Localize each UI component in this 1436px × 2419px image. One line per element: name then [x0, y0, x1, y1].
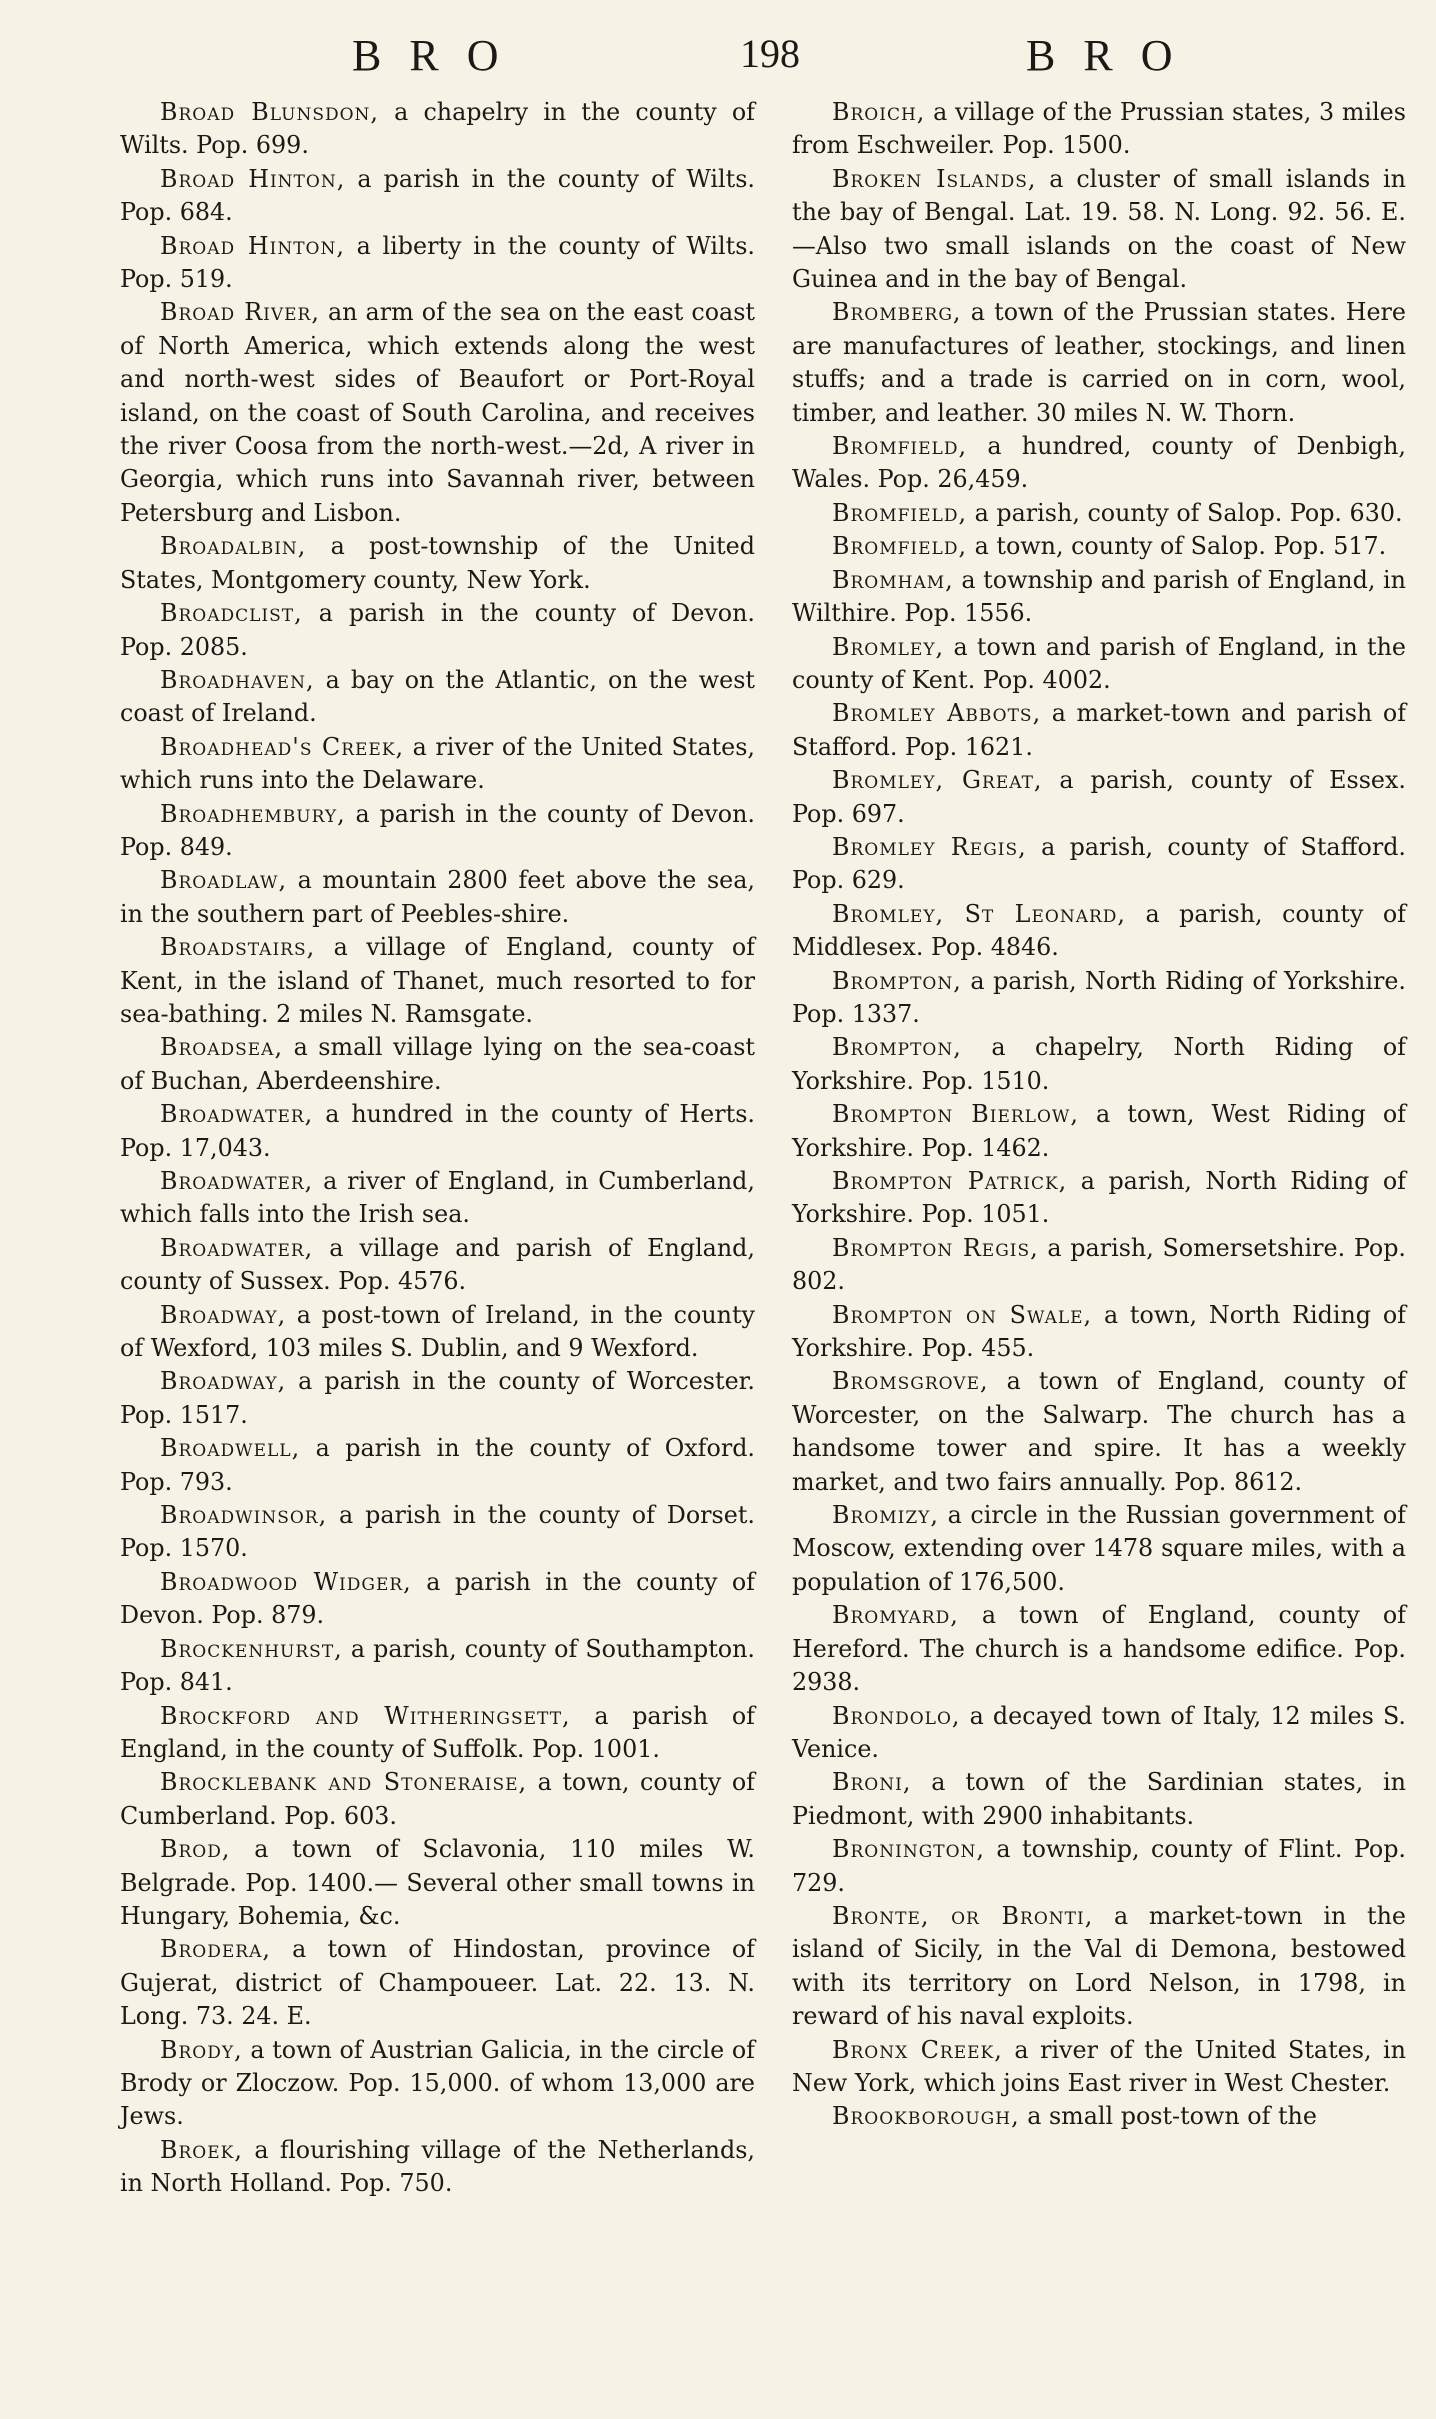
gazetteer-entry: [120, 1766, 755, 1833]
gazetteer-entry: [120, 1299, 755, 1366]
entry-headword: Broni,: [832, 1768, 912, 1797]
entry-headword: Broadhaven,: [160, 665, 315, 694]
gazetteer-entry: [792, 430, 1406, 497]
entry-headword: Broadway,: [160, 1367, 287, 1396]
entry-headword: Bromley Abbots,: [832, 699, 1042, 728]
entry-text: a parish in the county of Worcester. Pop. 1517.: [120, 1367, 755, 1429]
gazetteer-entry: [792, 1700, 1406, 1767]
entry-text: a market-town and parish of Stafford. Pop. 1621.: [792, 699, 1406, 761]
entry-text: a town, North Riding of Yorkshire. Pop. 455.: [792, 1300, 1406, 1363]
entry-text: a town of England, county of Worcester, on the Salwarp. The church has a handsome tower and spire. It has a weekly market, and two fairs annually. Pop. 8612.: [792, 1367, 1406, 1496]
entry-headword: Broadwater,: [160, 1100, 314, 1129]
entry-headword: Brompton Patrick,: [832, 1167, 1068, 1195]
entry-text: a parish of England, in the county of Suffolk. Pop. 1001.: [120, 1701, 755, 1763]
entry-text: a river of the United States, which runs into the Delaware.: [120, 732, 755, 795]
entry-headword: Bromfield,: [832, 432, 968, 461]
gazetteer-entry: [120, 731, 755, 798]
gazetteer-entry: [120, 2034, 755, 2134]
entry-headword: Broadwinsor,: [160, 1501, 328, 1530]
entry-text: a town, West Riding of Yorkshire. Pop. 1462.: [792, 1100, 1406, 1162]
header-left-word: BRO: [352, 31, 527, 80]
entry-text: a village of England, county of Kent, in the island of Thanet, much resorted to for sea-bathing. 2 miles N. Ramsgate.: [120, 933, 755, 1028]
gazetteer-entry: [120, 96, 755, 163]
gazetteer-entry: [120, 163, 755, 230]
gazetteer-entry: [120, 864, 755, 931]
entry-headword: Brompton,: [832, 966, 962, 995]
entry-text: a river of the United States, in New York, which joins East river in West Chester.: [792, 2035, 1406, 2097]
gazetteer-entry: [120, 931, 755, 1031]
entry-headword: Bromfield,: [832, 532, 968, 561]
entry-text: a town of the Prussian states. Here are manufactures of leather, stockings, and linen stuffs; and a trade is carried on in corn, wool, timber, and leather. 30 miles N. W. Thorn.: [792, 298, 1406, 427]
entry-headword: Broadwood Widger,: [160, 1567, 412, 1596]
gazetteer-entry: [120, 1432, 755, 1499]
entry-headword: Broadwell,: [160, 1434, 301, 1463]
gazetteer-entry: [792, 2034, 1406, 2101]
entry-headword: Bronington,: [832, 1835, 985, 1864]
entry-headword: Bromberg,: [832, 298, 962, 327]
gazetteer-entry: [120, 1833, 755, 1933]
gazetteer-entry: [792, 764, 1406, 831]
gazetteer-entry: [792, 831, 1406, 898]
entry-text: a parish in the county of Devon. Pop. 849.: [120, 799, 755, 861]
entry-text: a parish, North Riding of Yorkshire. Pop. 1337.: [792, 966, 1406, 1028]
entry-headword: Bronx Creek,: [832, 2035, 1003, 2064]
gazetteer-entry: [120, 1165, 755, 1232]
entry-text: a mountain 2800 feet above the sea, in the southern part of Peebles-shire.: [120, 866, 755, 928]
entry-headword: Bromyard,: [832, 1601, 959, 1630]
gazetteer-entry: [792, 2100, 1406, 2133]
entry-text: a township, county of Flint. Pop. 729.: [792, 1835, 1406, 1897]
entry-text: a parish, county of Southampton. Pop. 841.: [120, 1634, 755, 1697]
gazetteer-entry: [120, 530, 755, 597]
gazetteer-entry: [792, 1232, 1406, 1299]
entry-headword: Brompton,: [832, 1033, 962, 1062]
entry-text: a parish, Somersetshire. Pop. 802.: [792, 1233, 1406, 1296]
gazetteer-entry: [792, 530, 1406, 563]
entry-headword: Brompton Bierlow,: [832, 1100, 1079, 1129]
gazetteer-entry: [792, 697, 1406, 764]
entry-headword: Broad Hinton,: [160, 164, 346, 193]
entry-headword: Broadalbin,: [160, 532, 307, 561]
entry-text: a town, county of Cumberland. Pop. 603.: [120, 1768, 755, 1830]
entry-headword: Brockenhurst,: [160, 1634, 343, 1663]
entry-headword: Bromley Regis,: [832, 832, 1027, 861]
entry-text: a town and parish of England, in the county of Kent. Pop. 4002.: [792, 632, 1406, 694]
gazetteer-entry: [792, 631, 1406, 698]
entry-headword: Bromley, Great,: [832, 766, 1043, 795]
entry-text: a small village lying on the sea-coast of Buchan, Aberdeenshire.: [120, 1033, 755, 1095]
entry-headword: Broadlaw,: [160, 866, 288, 895]
entry-text: a parish, county of Salop. Pop. 630.: [974, 498, 1403, 527]
gazetteer-entry: [120, 1365, 755, 1432]
entry-text: a circle in the Russian government of Moscow, extending over 1478 square miles, with a population of 176,500.: [792, 1501, 1406, 1596]
entry-text: a decayed town of Italy, 12 miles S. Venice.: [792, 1701, 1406, 1763]
gazetteer-entry: [792, 1599, 1406, 1699]
entry-headword: Bromley,: [832, 632, 945, 661]
gazetteer-entry: [120, 798, 755, 865]
gazetteer-entry: [792, 163, 1406, 297]
gazetteer-entry: [792, 564, 1406, 631]
entry-text: a town of England, county of Hereford. The church is a handsome edifice. Pop. 2938.: [792, 1601, 1406, 1697]
gazetteer-entry: [792, 1098, 1406, 1165]
gazetteer-entry: [792, 1365, 1406, 1499]
entry-headword: Broadwater,: [160, 1167, 314, 1195]
entry-headword: Brodera,: [160, 1935, 271, 1964]
gazetteer-entry: [120, 1700, 755, 1767]
entry-headword: Broad Blunsdon,: [160, 98, 379, 126]
entry-text: a parish in the county of Oxford. Pop. 793.: [120, 1434, 755, 1496]
entry-text: a parish, county of Stafford. Pop. 629.: [792, 832, 1406, 895]
entry-text: a cluster of small islands in the bay of Bengal. Lat. 19. 58. N. Long. 92. 56. E.—Also two small islands on the coast of New Guinea and in the bay of Bengal.: [792, 164, 1406, 294]
page-number: 198: [740, 31, 800, 76]
entry-text: a chapelry, North Riding of Yorkshire. Pop. 1510.: [792, 1033, 1406, 1095]
entry-text: a parish, North Riding of Yorkshire. Pop. 1051.: [792, 1167, 1406, 1229]
entry-text: a town of the Sardinian states, in Piedmont, with 2900 inhabitants.: [792, 1768, 1406, 1830]
entry-headword: Broadhembury,: [160, 799, 346, 828]
gazetteer-entry: [792, 965, 1406, 1032]
entry-headword: Broad Hinton,: [160, 231, 345, 260]
entry-headword: Brompton Regis,: [832, 1233, 1039, 1262]
entry-headword: Bromfield,: [832, 498, 968, 527]
entry-headword: Broek,: [160, 2135, 243, 2164]
entry-text: a post-town of Ireland, in the county of Wexford, 103 miles S. Dublin, and 9 Wexford.: [120, 1300, 755, 1363]
entry-headword: Bromizy,: [832, 1501, 939, 1530]
entry-text: a town, county of Salop. Pop. 517.: [974, 532, 1387, 561]
entry-text: a post-township of the United States, Montgomery county, New York.: [120, 532, 755, 594]
entry-text: a town of Sclavonia, 110 miles W. Belgrade. Pop. 1400.— Several other small towns in Hungary, Bohemia, &c.: [120, 1835, 755, 1930]
left-column: [120, 96, 755, 2201]
entry-headword: Brockford and Witheringsett,: [160, 1701, 571, 1730]
entry-text: a town of Austrian Galicia, in the circle of Brody or Zloczow. Pop. 15,000. of whom 13,000 are Jews.: [120, 2035, 755, 2131]
entry-text: a hundred, county of Denbigh, Wales. Pop. 26,459.: [792, 432, 1406, 494]
gazetteer-entry: [792, 1031, 1406, 1098]
entry-text: a parish in the county of Dorset. Pop. 1570.: [120, 1501, 755, 1563]
entry-headword: Broadclist,: [160, 599, 303, 628]
gazetteer-entry: [792, 497, 1406, 530]
entry-text: a parish in the county of Wilts. Pop. 684.: [120, 164, 755, 227]
entry-headword: Brod,: [160, 1835, 231, 1864]
entry-text: a small post-town of the: [1027, 2102, 1317, 2131]
entry-text: a town of Hindostan, province of Gujerat, district of Champoueer. Lat. 22. 13. N. Long. 73. 24. E.: [120, 1935, 755, 2031]
entry-headword: Broken Islands,: [832, 164, 1037, 193]
entry-headword: Bromsgrove,: [832, 1367, 989, 1396]
entry-text: a bay on the Atlantic, on the west coast of Ireland.: [120, 665, 755, 728]
entry-headword: Broadway,: [160, 1300, 287, 1329]
entry-headword: Broadhead's Creek,: [160, 732, 405, 761]
gazetteer-entry: [120, 1566, 755, 1633]
entry-headword: Broad River,: [160, 298, 320, 327]
entry-headword: Brocklebank and Stoneraise,: [160, 1768, 528, 1797]
gazetteer-entry: [120, 597, 755, 664]
gazetteer-entry: [120, 296, 755, 530]
entry-headword: Broadwater,: [160, 1233, 314, 1262]
entry-headword: Broadsea,: [160, 1033, 284, 1062]
gazetteer-entry: [120, 1933, 755, 2033]
entry-text: a village of the Prussian states, 3 miles from Eschweiler. Pop. 1500.: [792, 98, 1406, 160]
gazetteer-entry: [792, 1766, 1406, 1833]
running-header: [0, 30, 1436, 90]
gazetteer-entry: [792, 1165, 1406, 1232]
gazetteer-entry: [120, 1098, 755, 1165]
gazetteer-entry: [120, 230, 755, 297]
gazetteer-entry: [120, 2134, 755, 2201]
gazetteer-entry: [792, 1900, 1406, 2034]
entry-text: a parish in the county of Devon. Pop. 2085.: [120, 599, 755, 661]
entry-headword: Brody,: [160, 2035, 243, 2064]
entry-headword: Bromley, St Leonard,: [832, 899, 1126, 928]
entry-headword: Bronte, or Bronti,: [832, 1901, 1094, 1930]
header-right-word: BRO: [1026, 31, 1201, 80]
entry-text: a river of England, in Cumberland, which falls into the Irish sea.: [120, 1167, 755, 1229]
gazetteer-entry: [120, 1232, 755, 1299]
entry-text: a parish in the county of Devon. Pop. 879.: [120, 1567, 755, 1630]
entry-headword: Brondolo,: [832, 1701, 961, 1730]
entry-text: a parish, county of Essex. Pop. 697.: [792, 766, 1406, 828]
entry-text: a flourishing village of the Netherlands, in North Holland. Pop. 750.: [120, 2135, 755, 2198]
gazetteer-entry: [792, 898, 1406, 965]
gazetteer-entry: [792, 296, 1406, 430]
entry-headword: Brompton on Swale,: [832, 1300, 1093, 1329]
entry-headword: Broadstairs,: [160, 933, 316, 962]
gazetteer-entry: [792, 1299, 1406, 1366]
gazetteer-entry: [120, 1031, 755, 1098]
gazetteer-entry: [792, 96, 1406, 163]
entry-text: a liberty in the county of Wilts. Pop. 519.: [120, 231, 755, 294]
right-column: [792, 96, 1406, 2134]
entry-headword: Bromham,: [832, 565, 954, 594]
entry-text: a township and parish of England, in Wilthire. Pop. 1556.: [792, 565, 1406, 628]
entry-text: a chapelry in the county of Wilts. Pop. 699.: [120, 98, 755, 160]
gazetteer-entry: [120, 1499, 755, 1566]
entry-headword: Broich,: [832, 98, 926, 126]
entry-text: a hundred in the county of Herts. Pop. 17,043.: [120, 1100, 755, 1162]
entry-headword: Brookborough,: [832, 2102, 1020, 2131]
gazetteer-entry: [792, 1499, 1406, 1599]
gazetteer-entry: [120, 1633, 755, 1700]
gazetteer-entry: [120, 664, 755, 731]
entry-text: a village and parish of England, county of Sussex. Pop. 4576.: [120, 1233, 755, 1296]
entry-text: an arm of the sea on the east coast of North America, which extends along the west and north-west sides of Beaufort or Port-Royal island, on the coast of South Carolina, and receives the river Coosa from the north-west.—2d, A river in Georgia, which runs into Savannah river, between Petersburg and Lisbon.: [120, 298, 755, 527]
entry-text: a market-town in the island of Sicily, in the Val di Demona, bestowed with its territory on Lord Nelson, in 1798, in reward of his naval exploits.: [792, 1901, 1406, 2031]
entry-text: a parish, county of Middlesex. Pop. 4846.: [792, 899, 1406, 962]
gazetteer-entry: [792, 1833, 1406, 1900]
